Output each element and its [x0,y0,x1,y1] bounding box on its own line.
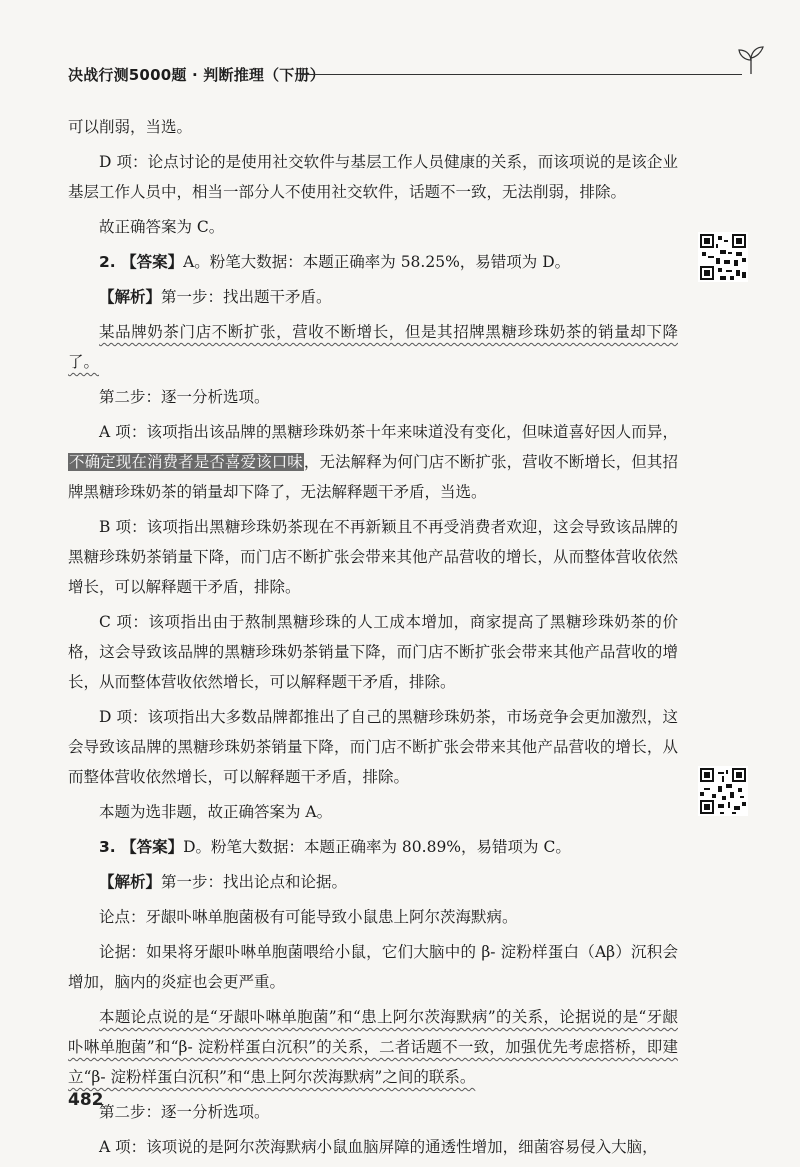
underlined-paragraph [68,1002,678,1092]
text-segment: A 项：该项指出该品牌的黑糖珍珠奶茶十年来味道没有变化，但味道喜好因人而异， [99,423,678,441]
header-rule [300,74,742,75]
page-body [68,112,678,1167]
answer-text: D。粉笔大数据：本题正确率为 80.89%，易错项为 C。 [183,838,571,856]
highlighted-text: 不确定现在消费者是否喜爱该口味 [69,453,303,471]
answer-line [68,832,678,862]
qr-code-icon[interactable] [698,766,748,816]
analysis-label: 【解析】 [99,288,162,306]
answer-text: A。粉笔大数据：本题正确率为 58.25%，易错项为 D。 [183,253,571,271]
paragraph: D 项：论点讨论的是使用社交软件与基层工作人员健康的关系，而该项说的是该企业基层工作人员中，相当一部分人不使用社交软件，话题不一致，无法削弱，排除。 [68,153,678,201]
sprout-icon [734,44,768,78]
paragraph: 论点：牙龈卟啉单胞菌极有可能导致小鼠患上阿尔茨海默病。 [99,908,518,926]
text-segment: ，无法解释为何门店不断扩张，营收不断增长，但其招牌黑糖珍珠奶茶的销量却下降了，无法解释题干矛盾，当选。 [68,453,678,501]
wavy-underlined-text: 本题论点说的是“牙龈卟啉单胞菌”和“患上阿尔茨海默病”的关系，论据说的是“牙龈卟啉单胞菌”和“β- 淀粉样蛋白沉积”的关系，二者话题不一致，加强优先考虑搭桥，即建立“β- 淀粉样蛋白沉积”和“患上阿尔茨海默病”之间的联系。 [68,1008,678,1086]
analysis-line [68,867,678,897]
paragraph: A 项：该项说的是阿尔茨海默病小鼠血脑屏障的通透性增加，细菌容易侵入大脑， [99,1138,658,1156]
page-header [68,64,768,88]
paragraph: 第二步：逐一分析选项。 [99,1103,270,1121]
qr-code-icon[interactable] [698,232,748,282]
answer-label: 2. 【答案】 [99,253,184,271]
analysis-label: 【解析】 [99,873,162,891]
page-number: 482 [68,1090,104,1110]
paragraph: B 项：该项指出黑糖珍珠奶茶现在不再新颖且不再受消费者欢迎，这会导致该品牌的黑糖珍珠奶茶销量下降，而门店不断扩张会带来其他产品营收的增长，从而整体营收依然增长，可以解释题干矛盾，排除。 [68,518,678,596]
analysis-line [68,282,678,312]
paragraph: 故正确答案为 C。 [99,218,225,236]
answer-line [68,247,678,277]
paragraph: 可以削弱，当选。 [68,118,193,136]
paragraph: 第二步：逐一分析选项。 [99,388,270,406]
paragraph: 本题为选非题，故正确答案为 A。 [99,803,333,821]
paragraph: C 项：该项指出由于熬制黑糖珍珠的人工成本增加，商家提高了黑糖珍珠奶茶的价格，这会导致该品牌的黑糖珍珠奶茶销量下降，而门店不断扩张会带来其他产品营收的增长，从而整体营收依然增长，可以解释题干矛盾，排除。 [68,613,678,691]
paragraph-with-highlight [68,417,678,507]
paragraph: D 项：该项指出大多数品牌都推出了自己的黑糖珍珠奶茶，市场竞争会更加激烈，这会导致该品牌的黑糖珍珠奶茶销量下降，而门店不断扩张会带来其他产品营收的增长，从而整体营收依然增长，可以解释题干矛盾，排除。 [68,708,678,786]
analysis-text: 第一步：找出论点和论据。 [161,873,348,891]
book-title: 决战行测5000题 · 判断推理（下册） [68,66,325,84]
analysis-text: 第一步：找出题干矛盾。 [161,288,332,306]
answer-label: 3. 【答案】 [99,838,184,856]
underlined-paragraph [68,317,678,377]
paragraph: 论据：如果将牙龈卟啉单胞菌喂给小鼠，它们大脑中的 β- 淀粉样蛋白（Aβ）沉积会增加，脑内的炎症也会更严重。 [68,943,678,991]
wavy-underlined-text: 某品牌奶茶门店不断扩张，营收不断增长，但是其招牌黑糖珍珠奶茶的销量却下降了。 [68,323,678,371]
